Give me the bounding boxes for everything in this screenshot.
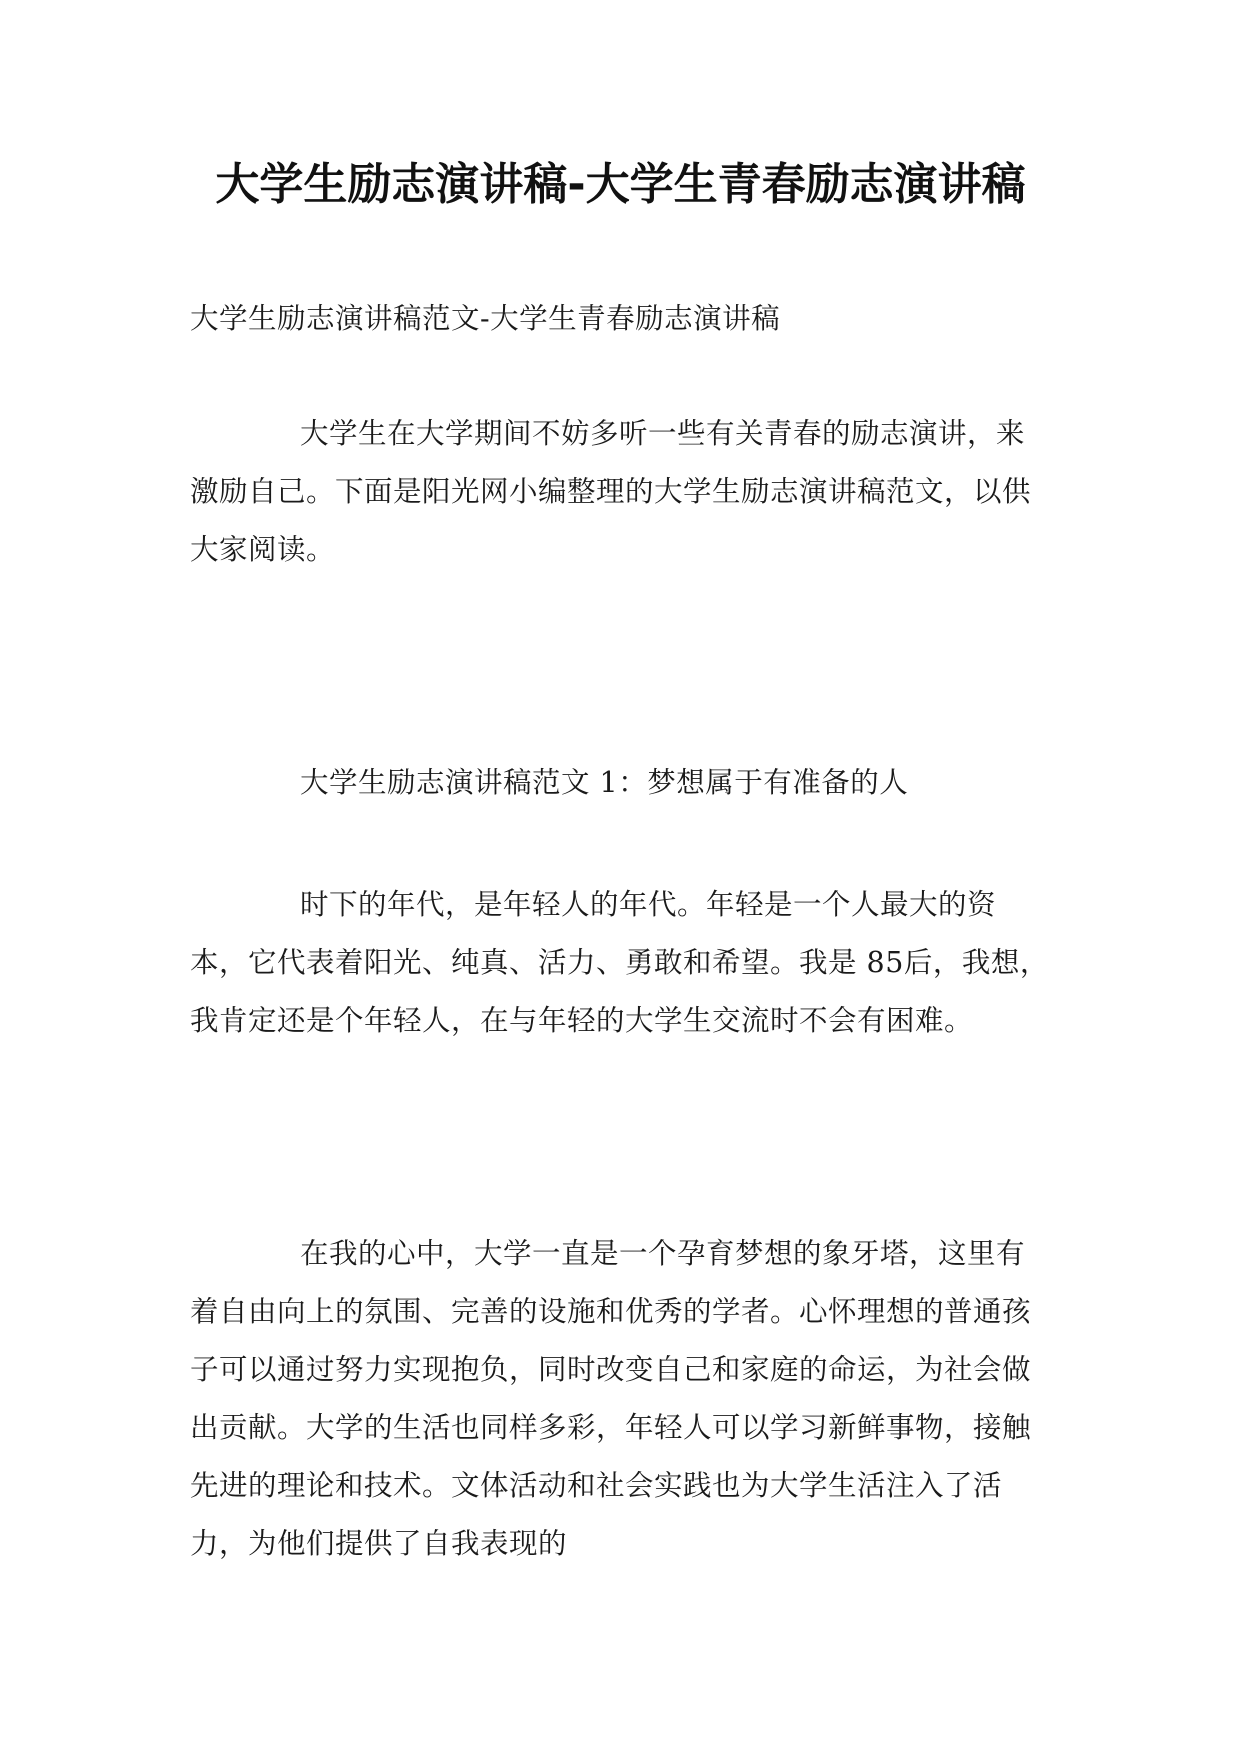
document-title: 大学生励志演讲稿-大学生青春励志演讲稿 [215,159,1026,210]
document-subtitle: 大学生励志演讲稿范文-大学生青春励志演讲稿 [190,302,781,335]
body-paragraph-1: 时下的年代，是年轻人的年代。年轻是一个人最大的资本，它代表着阳光、纯真、活力、勇敢和希望。我是 85后，我想，我肯定还是个年轻人，在与年轻的大学生交流时不会有困难。 [190,888,1049,1037]
intro-paragraph: 大学生在大学期间不妨多听一些有关青春的励志演讲，来激励自己。下面是阳光网小编整理的大学生励志演讲稿范文，以供大家阅读。 [190,417,1032,566]
body-paragraph-2: 在我的心中，大学一直是一个孕育梦想的象牙塔，这里有着自由向上的氛围、完善的设施和优秀的学者。心怀理想的普通孩子可以通过努力实现抱负，同时改变自己和家庭的命运，为社会做出贡献。大学的生活也同样多彩，年轻人可以学习新鲜事物，接触先进的理论和技术。文体活动和社会实践也为大学生活注入了活力，为他们提供了自我表现的 [190,1237,1032,1560]
section-heading: 大学生励志演讲稿范文 1：梦想属于有准备的人 [300,766,909,799]
